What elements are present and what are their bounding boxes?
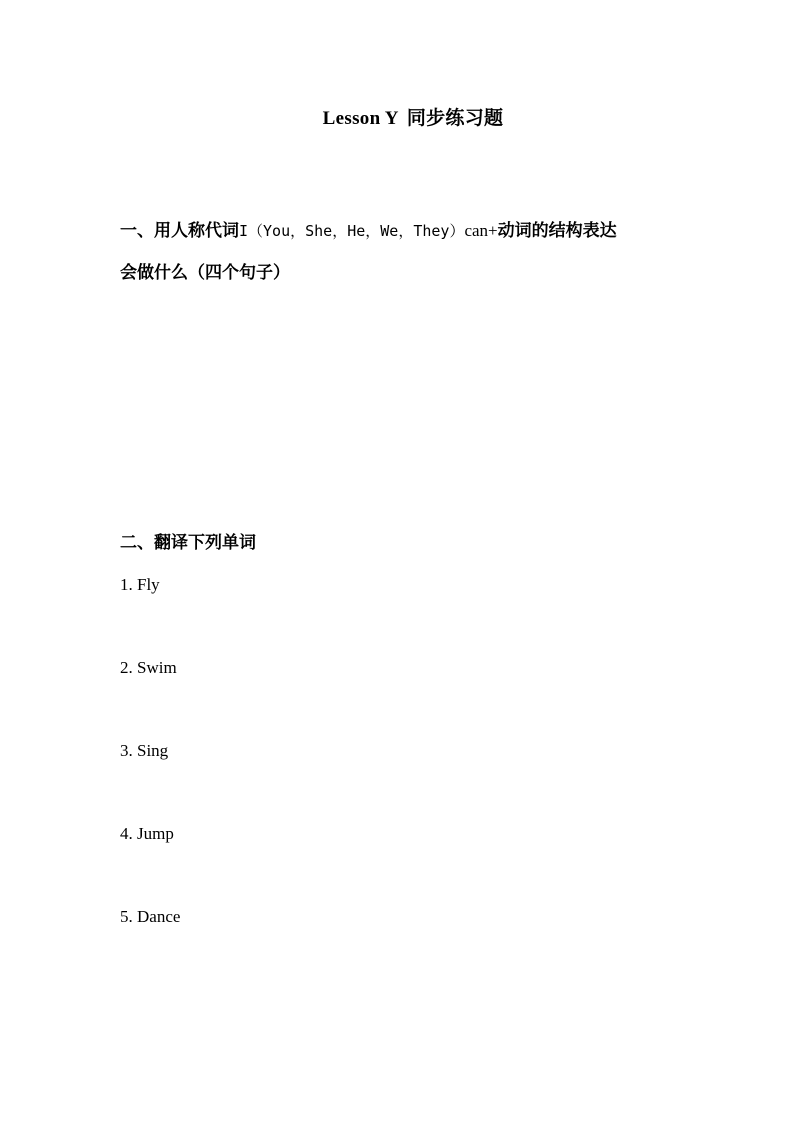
page-title (0, 104, 794, 133)
section2-heading: 二、翻译下列单词 (120, 533, 256, 553)
page-title-cjk: 同步练习题 (406, 107, 504, 129)
word-item-4: 4. Jump (120, 824, 174, 843)
section1-heading-line2: 会做什么（四个句子） (120, 263, 290, 283)
word-item-3: 3. Sing (120, 741, 169, 760)
section1-heading-suffix: 动词的结构表达 (497, 221, 617, 241)
section1-can-text: can+ (464, 221, 498, 240)
word-item-1: 1. Fly (120, 575, 160, 594)
section1-pronouns: I（You，She，He，We，They） (239, 222, 465, 240)
page-title-latin: Lesson Y (322, 108, 399, 129)
section1-heading-line1 (120, 219, 617, 243)
word-item-5: 5. Dance (120, 907, 181, 926)
word-item-2: 2. Swim (120, 658, 177, 677)
section1-heading-prefix: 一、用人称代词 (120, 221, 239, 241)
